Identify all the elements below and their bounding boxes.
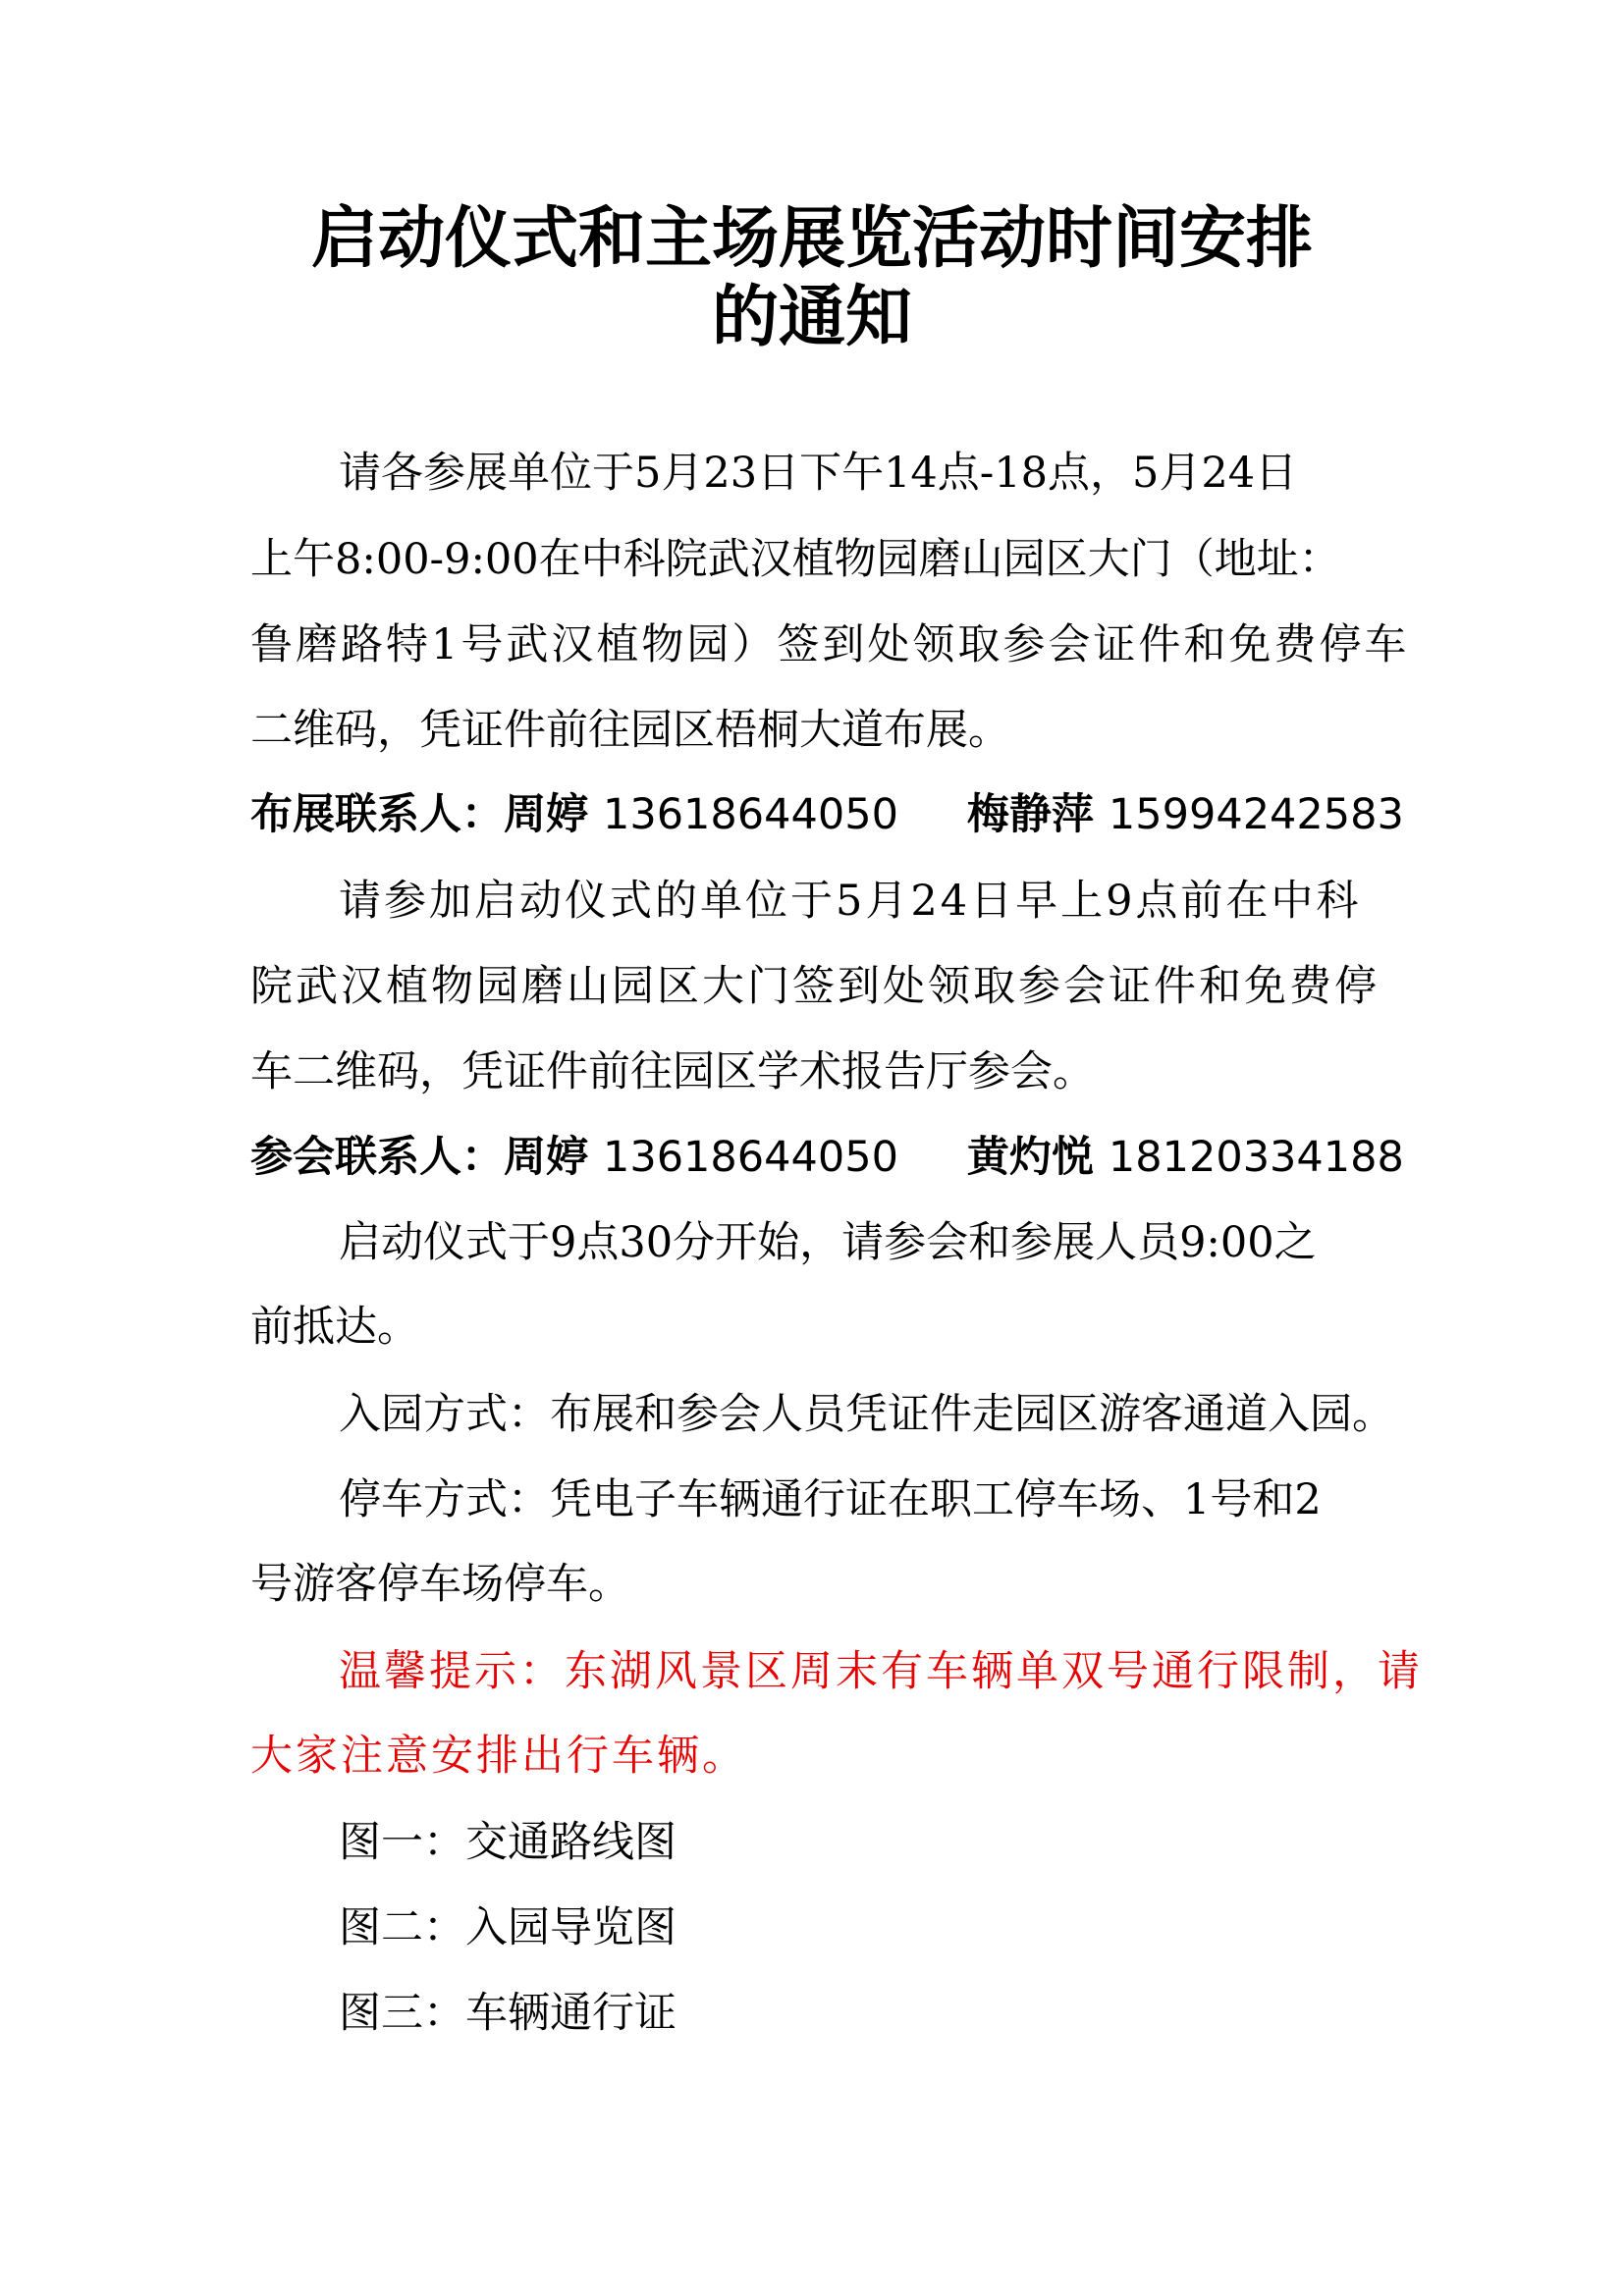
ceremony-contact-line — [250, 1128, 1404, 1187]
figure-item: 图三：车辆通行证 — [339, 1989, 677, 2038]
ceremony-contact-phone-1: 13618644050 — [602, 1133, 898, 1182]
document-title-line1: 启动仪式和主场展览活动时间安排 — [310, 199, 1313, 278]
text-line: 请参加启动仪式的单位于5月24日早上9点前在中科 — [339, 877, 1362, 926]
ceremony-contact-name-2: 黄灼悦 — [966, 1133, 1094, 1182]
figure-item: 图一：交通路线图 — [339, 1818, 677, 1867]
setup-contact-phone-1: 13618644050 — [602, 790, 898, 839]
text-line: 鲁磨路特1号武汉植物园）签到处领取参会证件和免费停车 — [250, 620, 1410, 669]
text-line: 温馨提示：东湖风景区周末有车辆单双号通行限制，请 — [339, 1647, 1423, 1696]
setup-contact-name-2: 梅静萍 — [966, 790, 1094, 839]
figure-item: 图二：入园导览图 — [339, 1903, 677, 1952]
text-line: 车二维码，凭证件前往园区学术报告厅参会。 — [250, 1047, 1095, 1096]
text-line: 二维码，凭证件前往园区梧桐大道布展。 — [250, 706, 1010, 755]
ceremony-contact-phone-2: 18120334188 — [1108, 1133, 1404, 1182]
text-line: 请各参展单位于5月23日下午14点-18点，5月24日 — [339, 449, 1298, 498]
document-title-line2: 的通知 — [711, 278, 912, 356]
text-line: 停车方式：凭电子车辆通行证在职工停车场、1号和2 — [339, 1475, 1322, 1524]
setup-contact-phone-2: 15994242583 — [1108, 790, 1404, 839]
setup-contact-line — [250, 785, 1404, 844]
ceremony-contact-label: 参会联系人：周婷 — [250, 1133, 588, 1182]
paragraph-entry-method: 入园方式：布展和参会人员凭证件走园区游客通道入园。 — [339, 1390, 1394, 1439]
setup-contact-label: 布展联系人：周婷 — [250, 790, 588, 839]
text-line: 启动仪式于9点30分开始，请参会和参展人员9:00之 — [339, 1218, 1317, 1267]
text-line: 号游客停车场停车。 — [250, 1560, 630, 1609]
text-line: 前抵达。 — [250, 1303, 419, 1352]
text-line: 院武汉植物园磨山园区大门签到处领取参会证件和免费停 — [250, 962, 1380, 1011]
text-line: 上午8:00-9:00在中科院武汉植物园磨山园区大门（地址： — [250, 535, 1341, 584]
text-line: 大家注意安排出行车辆。 — [250, 1732, 747, 1781]
